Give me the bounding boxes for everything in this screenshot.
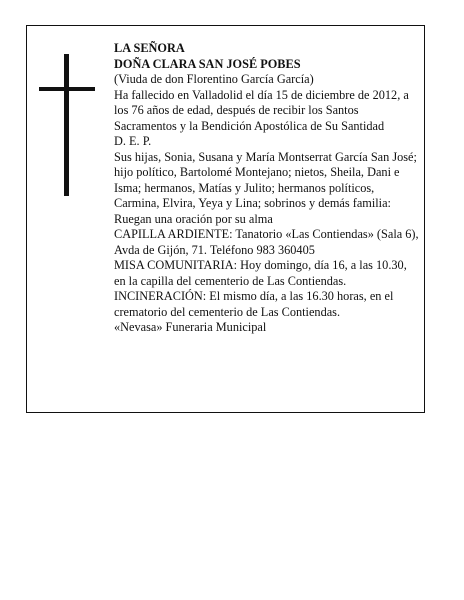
deceased-name: DOÑA CLARA SAN JOSÉ POBES [114, 56, 301, 71]
widow-line: (Viuda de don Florentino García García) [114, 72, 314, 86]
latin-cross-icon [39, 54, 95, 196]
death-announcement: Ha fallecido en Valladolid el día 15 de diciembre de 2012, a los 76 años de edad, después de recibir los Santos Sacramentos y la Bendición Apostólica de Su Santidad [114, 87, 409, 133]
dep-line: D. E. P. [114, 134, 152, 148]
cross-vertical-bar [64, 54, 69, 196]
cross-horizontal-bar [39, 87, 95, 91]
heading-la-senora: LA SEÑORA [114, 41, 185, 55]
cremation-info: INCINERACIÓN: El mismo día, a las 16.30 horas, en el crematorio del cementerio de Las Contiendas. [114, 289, 394, 319]
funeral-home: «Nevasa» Funeraria Municipal [114, 320, 267, 334]
obituary-notice [26, 25, 425, 413]
mass-info: MISA COMUNITARIA: Hoy domingo, día 16, a las 10.30, en la capilla del cementerio de Las Contiendas. [114, 258, 407, 288]
chapel-info: CAPILLA ARDIENTE: Tanatorio «Las Contiendas» (Sala 6), Avda de Gijón, 71. Teléfono 983 360405 [114, 227, 419, 257]
family-list: Sus hijas, Sonia, Susana y María Montserrat García San José; hijo político, Bartolomé Montejano; nietos, Sheila, Dani e Isma; hermanos, Matías y Julito; hermanos políticos, Carmina, Elvira, Yeya y Lina; sobrinos y demás familia: [114, 149, 417, 210]
obituary-text [114, 41, 420, 336]
prayer-request: Ruegan una oración por su alma [114, 211, 273, 226]
